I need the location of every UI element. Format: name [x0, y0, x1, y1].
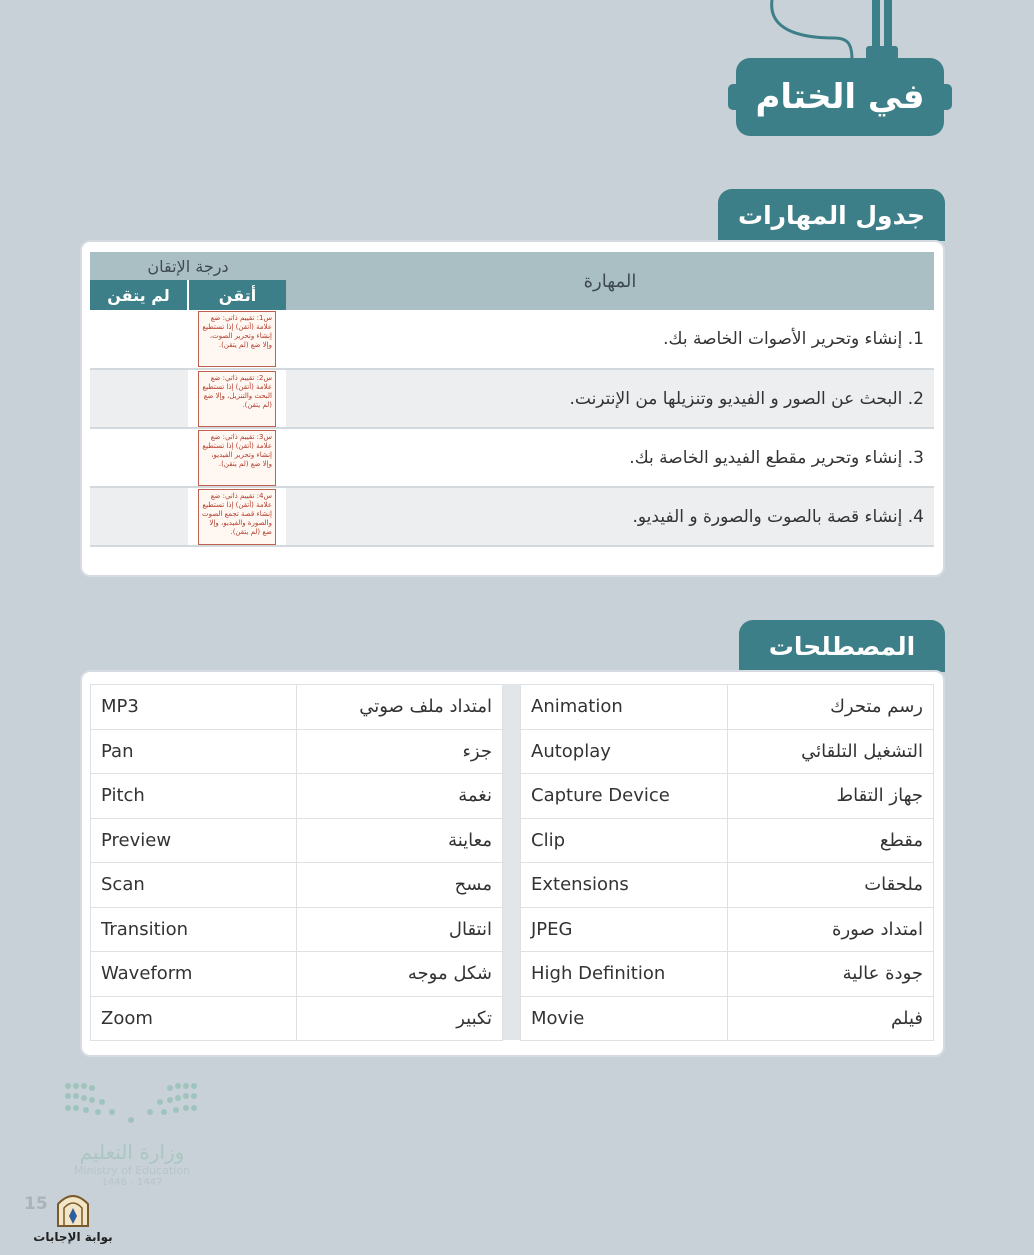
term-english: Clip [521, 818, 728, 863]
mastery-level-header: درجة الإتقان [90, 252, 286, 280]
mastered-cell[interactable] [188, 487, 286, 546]
term-english: Transition [91, 907, 297, 952]
term-row [521, 729, 934, 774]
page-number: 15 [24, 1194, 48, 1214]
term-english: Zoom [91, 996, 297, 1041]
term-arabic: معاينة [297, 818, 503, 863]
term-english: MP3 [91, 685, 297, 730]
term-arabic: شكل موجه [297, 952, 503, 997]
term-english: Scan [91, 863, 297, 908]
ministry-name-ar: وزارة التعليم [79, 1140, 185, 1164]
skills-section-header [718, 189, 945, 241]
term-english: Autoplay [521, 729, 728, 774]
term-row [91, 818, 503, 863]
skill-column-header: المهارة [286, 252, 934, 310]
mastered-cell[interactable] [188, 369, 286, 428]
not-mastered-cell[interactable] [90, 369, 188, 428]
not-mastered-cell[interactable] [90, 428, 188, 487]
skills-table [90, 252, 934, 547]
self-assessment-stamp: س2: تقييم ذاتي: ضع علامة (أتقن) إذا تستطيع البحث والتنزيل، وإلا ضع (لم يتقن). [198, 371, 276, 427]
term-row [91, 729, 503, 774]
term-row [91, 952, 503, 997]
self-assessment-stamp: س3: تقييم ذاتي: ضع علامة (أتقن) إذا تستطيع إنشاء وتحرير الفيديو، وإلا ضع (لم يتقن). [198, 430, 276, 486]
term-row [91, 907, 503, 952]
ministry-name-en: Ministry of Education [73, 1164, 190, 1177]
term-arabic: رسم متحرك [728, 685, 934, 730]
not-mastered-cell[interactable] [90, 487, 188, 546]
skills-section-title: جدول المهارات [737, 200, 926, 230]
term-english: Extensions [521, 863, 728, 908]
mastered-cell[interactable] [188, 428, 286, 487]
term-arabic: فيلم [728, 996, 934, 1041]
term-arabic: جهاز التقاط [728, 774, 934, 819]
terms-section-header [739, 620, 945, 672]
term-row [521, 685, 934, 730]
term-arabic: انتقال [297, 907, 503, 952]
page-title-tag [736, 58, 944, 136]
header-connector-decoration [760, 0, 900, 62]
term-row [521, 863, 934, 908]
term-arabic: ملحقات [728, 863, 934, 908]
page-title: في الختام [755, 77, 925, 117]
not-mastered-cell[interactable] [90, 310, 188, 369]
ministry-logo [62, 1080, 202, 1188]
term-english: Animation [521, 685, 728, 730]
term-row [521, 952, 934, 997]
term-english: Movie [521, 996, 728, 1041]
self-assessment-stamp: س1: تقييم ذاتي: ضع علامة (أتقن) إذا تستطيع إنشاء وتحرير الصوت، وإلا ضع (لم يتقن). [198, 311, 276, 367]
term-row [91, 774, 503, 819]
mosque-pen-icon [28, 1186, 118, 1230]
skill-text: 3. إنشاء وتحرير مقطع الفيديو الخاصة بك. [286, 428, 934, 487]
skill-text: 4. إنشاء قصة بالصوت والصورة و الفيديو. [286, 487, 934, 546]
term-english: Waveform [91, 952, 297, 997]
term-arabic: مسح [297, 863, 503, 908]
term-row [91, 996, 503, 1041]
term-english: Pitch [91, 774, 297, 819]
term-arabic: نغمة [297, 774, 503, 819]
term-english: Pan [91, 729, 297, 774]
answers-portal-badge [28, 1186, 118, 1250]
term-english: Preview [91, 818, 297, 863]
badge-label: بوابة الإجابات [33, 1230, 113, 1244]
term-arabic: امتداد ملف صوتي [297, 685, 503, 730]
term-english: Capture Device [521, 774, 728, 819]
term-english: JPEG [521, 907, 728, 952]
ministry-dots-icon [62, 1080, 202, 1128]
term-row [521, 818, 934, 863]
mastered-column-header: أتقن [188, 280, 286, 310]
term-row [521, 996, 934, 1041]
term-arabic: تكبير [297, 996, 503, 1041]
term-arabic: امتداد صورة [728, 907, 934, 952]
terms-table-right [520, 684, 934, 1041]
skill-row [90, 428, 934, 487]
skill-row [90, 310, 934, 369]
ministry-years: 1446 - 1447 [101, 1177, 163, 1188]
term-arabic: جودة عالية [728, 952, 934, 997]
term-arabic: مقطع [728, 818, 934, 863]
skill-row [90, 369, 934, 428]
skill-text: 2. البحث عن الصور و الفيديو وتنزيلها من الإنترنت. [286, 369, 934, 428]
term-row [521, 774, 934, 819]
self-assessment-stamp: س4: تقييم ذاتي: ضع علامة (أتقن) إذا تستطيع إنشاء قصة تجمع الصوت والصورة والفيديو، وإلا ضع (لم يتقن). [198, 489, 276, 545]
term-row [91, 685, 503, 730]
term-arabic: التشغيل التلقائي [728, 729, 934, 774]
not-mastered-column-header: لم يتقن [90, 280, 188, 310]
term-english: High Definition [521, 952, 728, 997]
terms-column-separator [503, 684, 520, 1040]
skill-row [90, 487, 934, 546]
term-row [521, 907, 934, 952]
term-arabic: جزء [297, 729, 503, 774]
mastered-cell[interactable] [188, 310, 286, 369]
skill-text: 1. إنشاء وتحرير الأصوات الخاصة بك. [286, 310, 934, 369]
terms-section-title: المصطلحات [768, 631, 916, 661]
term-row [91, 863, 503, 908]
terms-table-left [90, 684, 503, 1041]
